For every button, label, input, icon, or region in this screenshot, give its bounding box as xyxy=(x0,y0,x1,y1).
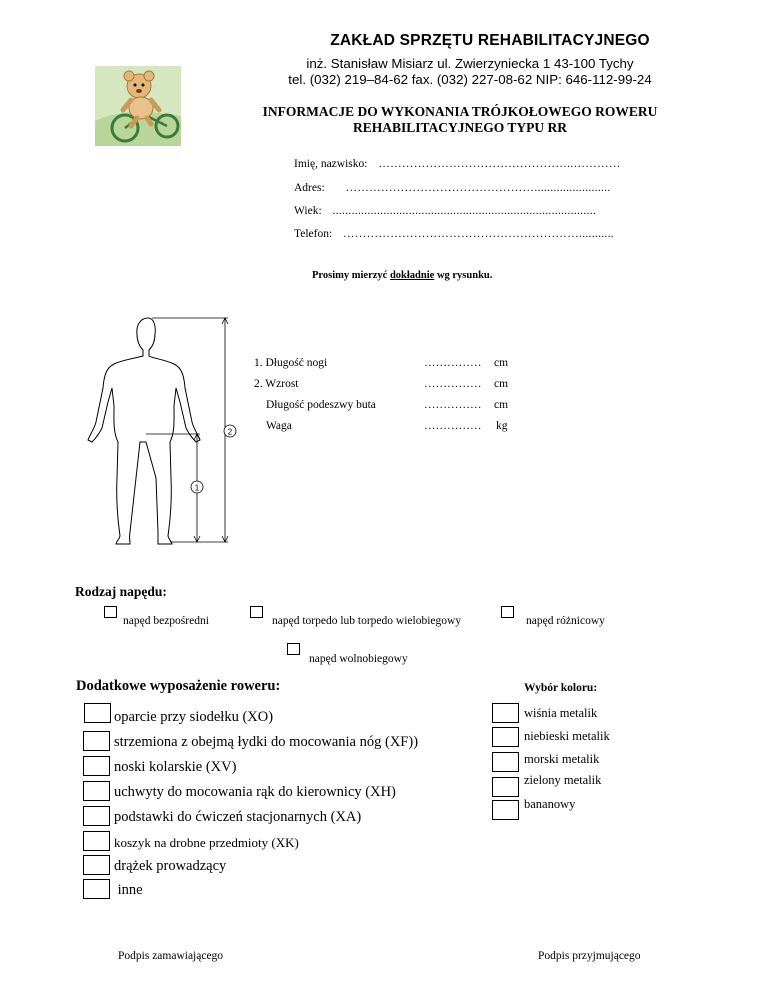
age-label: Wiek: xyxy=(294,205,322,217)
form-title-line-1: INFORMACJE DO WYKONANIA TRÓJKOŁOWEGO ROWERU xyxy=(262,104,658,119)
height-unit: cm xyxy=(494,378,509,390)
instruction-underlined: dokładnie xyxy=(389,270,435,281)
shoe-length-unit: cm xyxy=(494,399,509,411)
name-dots: …………………………………………..………… xyxy=(378,158,621,170)
color-blue-label: niebieski metalik xyxy=(524,729,610,743)
company-name: ZAKŁAD SPRZĘTU REHABILITACYJNEGO xyxy=(330,32,650,49)
equipment-heading: Dodatkowe wyposażenie roweru: xyxy=(76,678,281,694)
color-banana-label: bananowy xyxy=(524,797,576,811)
receiver-signature-label: Podpis przyjmującego xyxy=(538,950,641,962)
equip-guide-bar-checkbox[interactable] xyxy=(83,855,110,875)
drive-torpedo-checkbox[interactable] xyxy=(250,606,263,618)
equip-toe-clips-checkbox[interactable] xyxy=(83,756,110,776)
marker-1: 1 xyxy=(194,483,200,493)
instruction-before: Prosimy mierzyć xyxy=(312,270,390,281)
equip-basket-checkbox[interactable] xyxy=(83,831,110,851)
drive-heading: Rodzaj napędu: xyxy=(75,584,167,599)
color-banana-checkbox[interactable] xyxy=(492,800,519,820)
color-green-checkbox[interactable] xyxy=(492,777,519,797)
equip-other-checkbox[interactable] xyxy=(83,879,110,899)
equip-backrest-label: oparcie przy siodełku (XO) xyxy=(114,709,274,725)
color-cherry-label: wiśnia metalik xyxy=(524,706,598,720)
address-field[interactable] xyxy=(294,182,611,194)
shoe-length-dots[interactable]: …………… xyxy=(424,399,482,411)
weight-dots[interactable]: …………… xyxy=(424,420,482,432)
weight-label: Waga xyxy=(266,420,292,432)
equip-guide-bar-label: drążek prowadzący xyxy=(114,858,227,874)
drive-differential-checkbox[interactable] xyxy=(501,606,514,618)
address-label: Adres: xyxy=(294,182,325,194)
equip-toe-clips-label: noski kolarskie (XV) xyxy=(114,759,237,775)
company-logo xyxy=(95,66,181,146)
measure-instruction xyxy=(312,270,492,281)
phone-label: Telefon: xyxy=(294,228,333,240)
orderer-signature-label: Podpis zamawiającego xyxy=(118,950,224,962)
address-dots: …………………………………………........................ xyxy=(345,182,611,194)
phone-field[interactable] xyxy=(294,228,614,240)
phone-dots: ……………………………………………………........... xyxy=(343,228,614,240)
address-line-2: tel. (032) 219–84-62 fax. (032) 227-08-62 NIP: 646-112-99-24 xyxy=(288,72,652,87)
color-sea-label: morski metalik xyxy=(524,752,600,766)
drive-direct-checkbox[interactable] xyxy=(104,606,117,618)
drive-freewheel-label: napęd wolnobiegowy xyxy=(309,653,408,665)
equip-stand-checkbox[interactable] xyxy=(83,806,110,826)
marker-2: 2 xyxy=(227,427,233,437)
equip-basket-label: koszyk na drobne przedmioty (XK) xyxy=(114,835,299,850)
form-title-line-2: REHABILITACYJNEGO TYPU RR xyxy=(352,120,568,135)
equip-stirrups-label: strzemiona z obejmą łydki do mocowania nóg (XF)) xyxy=(114,734,419,750)
equip-stand-label: podstawki do ćwiczeń stacjonarnych (XA) xyxy=(114,809,362,825)
shoe-length-label: Długość podeszwy buta xyxy=(266,399,376,411)
human-silhouette xyxy=(88,318,200,544)
drive-direct-label: napęd bezpośredni xyxy=(123,615,209,627)
leg-length-dots[interactable]: …………… xyxy=(424,357,482,369)
weight-unit: kg xyxy=(496,420,508,432)
instruction-after: wg rysunku. xyxy=(434,270,493,281)
drive-torpedo-label: napęd torpedo lub torpedo wielobiegowy xyxy=(272,615,462,627)
color-blue-checkbox[interactable] xyxy=(492,727,519,747)
equip-hand-grips-label: uchwyty do mocowania rąk do kierownicy (XH) xyxy=(114,784,396,800)
equip-backrest-checkbox[interactable] xyxy=(84,703,111,723)
address-line-1: inż. Stanisław Misiarz ul. Zwierzyniecka 1 43-100 Tychy xyxy=(306,56,634,71)
color-cherry-checkbox[interactable] xyxy=(492,703,519,723)
color-green-label: zielony metalik xyxy=(524,773,602,787)
drive-freewheel-checkbox[interactable] xyxy=(287,643,300,655)
body-measurement-diagram xyxy=(70,310,245,555)
drive-differential-label: napęd różnicowy xyxy=(526,615,605,627)
name-field[interactable] xyxy=(294,158,621,170)
height-label: 2. Wzrost xyxy=(254,378,299,390)
leg-length-unit: cm xyxy=(494,357,509,369)
height-dots[interactable]: …………… xyxy=(424,378,482,390)
color-sea-checkbox[interactable] xyxy=(492,752,519,772)
equip-other-label: inne xyxy=(114,882,143,898)
leg-length-label: 1. Długość nogi xyxy=(254,357,328,369)
equip-hand-grips-checkbox[interactable] xyxy=(83,781,110,801)
age-field[interactable] xyxy=(294,205,596,217)
name-label: Imię, nazwisko: xyxy=(294,158,368,170)
equip-stirrups-checkbox[interactable] xyxy=(83,731,110,751)
age-dots: ................................................................................... xyxy=(332,205,597,217)
color-heading: Wybór koloru: xyxy=(524,682,598,694)
